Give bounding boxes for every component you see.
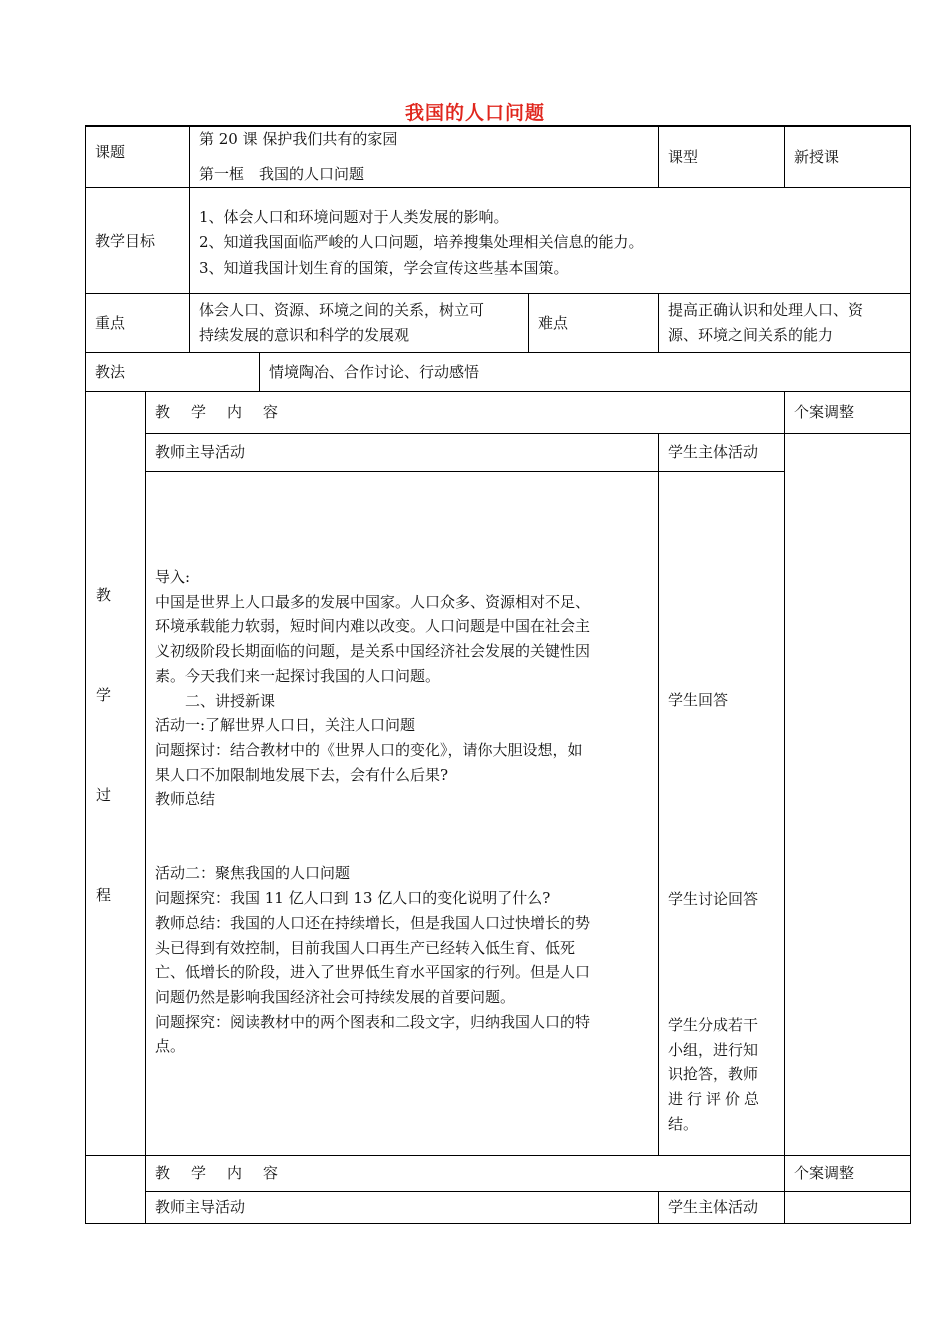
teacher-line: 活动一:了解世界人口日，关注人口问题 <box>155 716 416 735</box>
student-answer-3 <box>668 1013 780 1137</box>
course-line-1: 第 20 课 保护我们共有的家园 <box>199 130 398 148</box>
process-side-char-4: 程 <box>96 886 112 904</box>
teacher-line: 头已得到有效控制，目前我国人口再生产已经转入低生育、低死 <box>155 938 576 957</box>
goal-item-1: 1、体会人口和环境问题对于人类发展的影响。 <box>199 208 509 226</box>
teacher-line: 问题探讨：结合教材中的《世界人口的变化》，请你大胆设想，如 <box>155 740 583 759</box>
teacher-line-blank <box>155 812 655 837</box>
teacher-line: 中国是世界上人口最多的发展中国家。人口众多、资源相对不足、 <box>155 592 591 611</box>
method-value: 情境陶冶、合作讨论、行动感悟 <box>269 363 480 381</box>
teacher-line: 亡、低增长的阶段，进入了世界低生育水平国家的行列。但是人口 <box>155 963 591 982</box>
goal-item-2: 2、知道我国面临严峻的人口问题，培养搜集处理相关信息的能力。 <box>199 233 644 251</box>
course-line-2: 第一框 我国的人口问题 <box>199 165 365 183</box>
teacher-line: 导入: <box>155 568 191 586</box>
teacher-line: 教师总结 <box>155 790 216 809</box>
teacher-activity-text <box>155 565 655 1059</box>
course-label: 课题 <box>95 143 126 161</box>
col-rule-label <box>189 125 190 353</box>
table-border-left <box>85 125 86 1224</box>
course-type-value: 新授课 <box>794 148 840 166</box>
goal-item-3: 3、知道我国计划生育的国策，学会宣传这些基本国策。 <box>199 259 569 277</box>
rule-after-content-header <box>145 433 911 434</box>
teacher-line: 问题仍然是影响我国经济社会可持续发展的首要问题。 <box>155 987 516 1006</box>
teacher-line-blank <box>155 837 655 862</box>
student-activity-header: 学生主体活动 <box>668 443 759 461</box>
col-rule-diff-value <box>658 293 659 353</box>
teacher-line: 点。 <box>155 1037 186 1056</box>
table-border-right <box>910 125 911 1224</box>
teacher-line: 素。今天我们来一起探讨我国的人口问题。 <box>155 666 441 685</box>
course-type-label: 课型 <box>668 148 699 166</box>
rule-after-method <box>85 391 911 392</box>
footer-teacher-header: 教师主导活动 <box>155 1198 246 1216</box>
rule-after-teacher-header <box>145 471 785 472</box>
rule-after-goals <box>85 293 911 294</box>
col-rule-student-footer <box>658 1191 659 1224</box>
student-answer-2: 学生讨论回答 <box>668 890 759 908</box>
page-title: 我国的人口问题 <box>404 102 545 124</box>
col-rule-process-side <box>145 391 146 1224</box>
teacher-line: 环境承载能力软弱，短时间内难以改变。人口问题是中国在社会主 <box>155 617 591 636</box>
teacher-line: 二、讲授新课 <box>155 691 276 710</box>
difficulty-label: 难点 <box>538 314 569 332</box>
table-border-bottom <box>85 1223 911 1224</box>
footer-content-header: 教 学 内 容 <box>155 1164 282 1182</box>
method-label: 教法 <box>95 363 126 381</box>
key-line-1: 体会人口、资源、环境之间的关系，树立可 <box>199 301 485 319</box>
teacher-line: 问题探究：阅读教材中的两个图表和二段文字，归纳我国人口的特 <box>155 1012 591 1031</box>
goals-label: 教学目标 <box>95 232 156 250</box>
adjust-header: 个案调整 <box>794 403 855 421</box>
col-rule-student <box>658 433 659 1156</box>
student-answer-3-line: 识抢答，教师 <box>668 1065 759 1084</box>
rule-after-course <box>85 187 911 188</box>
rule-after-process-body <box>85 1155 911 1156</box>
student-answer-3-line: 学生分成若干 <box>668 1016 759 1034</box>
difficulty-line-2: 源、环境之间关系的能力 <box>668 326 834 344</box>
content-header: 教 学 内 容 <box>155 403 282 421</box>
teacher-line: 活动二：聚焦我国的人口问题 <box>155 864 351 883</box>
teacher-line: 果人口不加限制地发展下去，会有什么后果? <box>155 765 449 784</box>
student-answer-1: 学生回答 <box>668 691 729 709</box>
footer-adjust-header: 个案调整 <box>794 1164 855 1182</box>
rule-footer-mid <box>145 1191 911 1192</box>
teacher-line: 义初级阶段长期面临的问题，是关系中国经济社会发展的关键性因 <box>155 642 591 661</box>
student-answer-3-line: 结。 <box>668 1114 699 1133</box>
student-answer-3-line: 进行评价总 <box>668 1090 764 1109</box>
teacher-line: 问题探究：我国 11 亿人口到 13 亿人口的变化说明了什么? <box>155 889 551 908</box>
footer-student-header: 学生主体活动 <box>668 1198 759 1216</box>
col-rule-adjust <box>784 391 785 1224</box>
key-label: 重点 <box>95 314 126 332</box>
process-side-char-3: 过 <box>96 786 112 804</box>
teacher-activity-header: 教师主导活动 <box>155 443 246 461</box>
process-side-char-2: 学 <box>96 686 112 704</box>
key-line-2: 持续发展的意识和科学的发展观 <box>199 326 410 344</box>
student-answer-3-line: 小组，进行知 <box>668 1040 759 1059</box>
teacher-line: 教师总结：我国的人口还在持续增长，但是我国人口过快增长的势 <box>155 913 591 932</box>
process-side-char-1: 教 <box>96 586 112 604</box>
difficulty-line-1: 提高正确认识和处理人口、资 <box>668 301 864 319</box>
col-rule-type <box>658 125 659 188</box>
rule-after-keys <box>85 352 911 353</box>
col-rule-type-value <box>784 125 785 188</box>
col-rule-diff-label <box>528 293 529 353</box>
col-rule-method <box>259 352 260 392</box>
